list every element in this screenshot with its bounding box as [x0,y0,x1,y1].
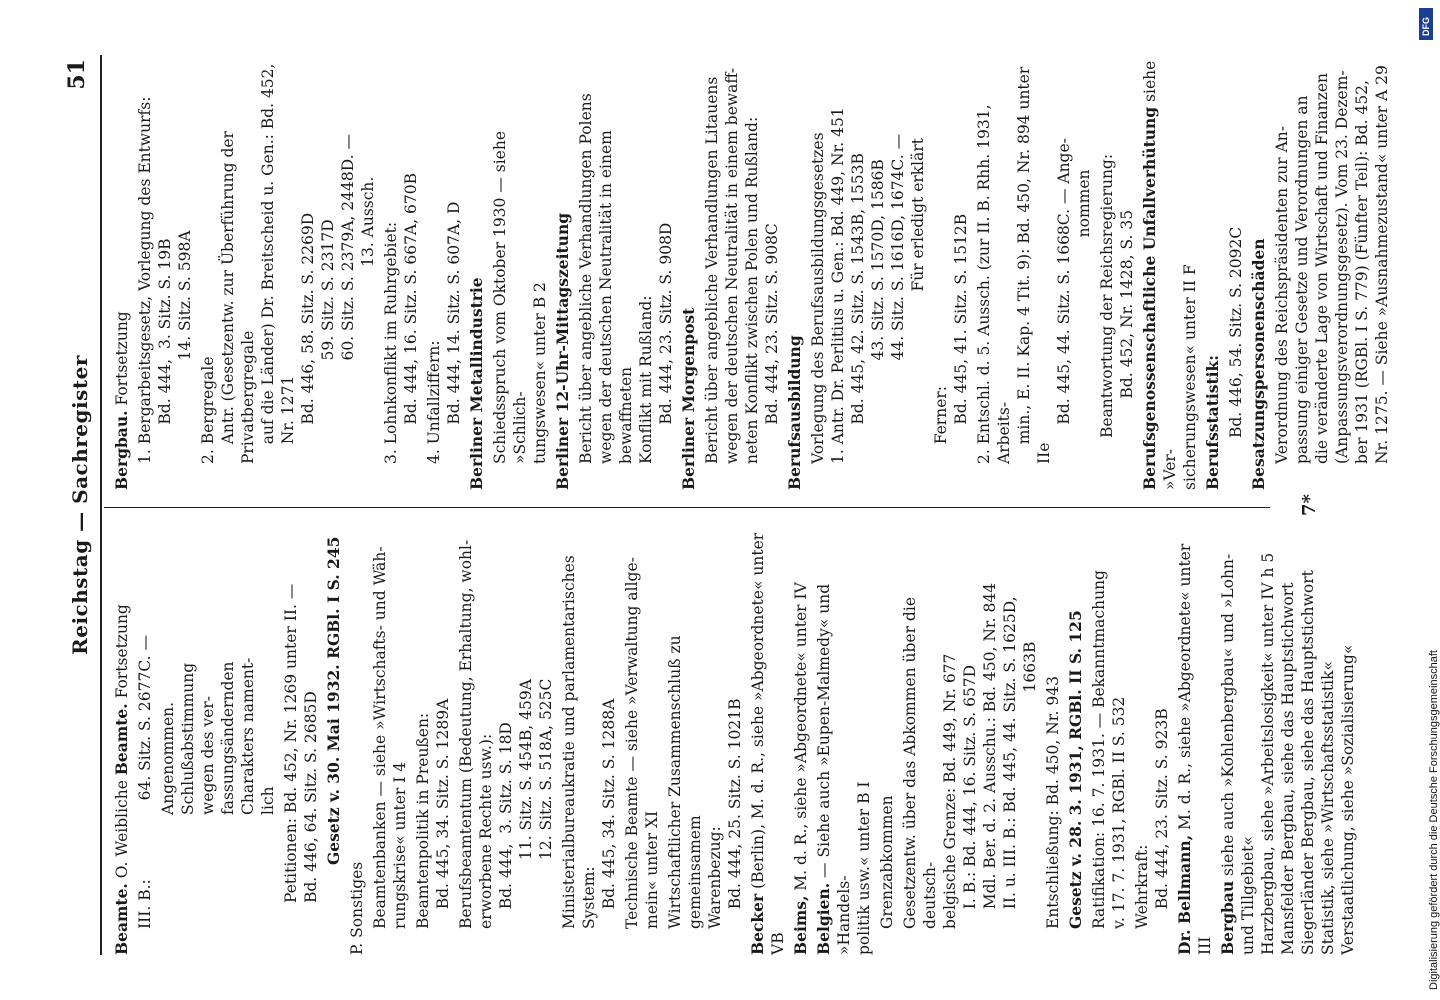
footer-signature: 7* [1299,494,1320,516]
index-entry: Berufsstatistik: [1203,354,1222,490]
entry-text: siehe »Ver- sicherungswesen« unter II F [1141,60,1199,490]
index-entry: Berliner 12-Uhr-Mittagszeitung [553,212,572,490]
index-entry: Schiedsspruch vom Oktober 1930 — siehe »Schlich- tungswesen« unter B 2 [491,131,549,464]
index-entry: Vorlegung des Berufsausbildungsgesetzes 1. Antr. Dr. Perlitius u. Gen.: Bd. 449, Nr. 451 Bd. 445, 42. Sitz. S. 1543B, 1553B 43. Sitz. S. 1570D, 1586B 44. Sitz. S. 1616D, 1674C. — Für erledigt erklärt [809,107,927,464]
index-entry: Berufsausbildung [785,335,804,490]
dfg-logo: DFG [1419,8,1433,40]
index-entry: Ferner: Bd. 445, 41. Sitz. S. 1512B [932,213,970,445]
index-entry: Ratifikation: 16. 7. 1931. — Bekanntmachung v. 17. 7. 1931, RGBl. II S. 532 [1090,570,1128,929]
entry-text: Beamte. [112,883,131,955]
page-header [60,55,100,955]
entry-text: Beims, [791,895,810,955]
index-entry: Gesetzentw. über das Abkommen über die deutsch- belgische Grenze: Bd. 449, Nr. 677 I. B.: Bd. 444, 16. Sitz. S. 657D Mdl. Ber. d. 2. Ausschu.: Bd. 450, Nr. 844 II. u. III. B.: Bd. 445, 44. Sitz. S. 1625D, 1663B [901,582,1039,929]
header-rule [100,55,102,955]
index-entry: Verordnung des Reichspräsidenten zur An- passung einiger Gesetze und Verordnungen an die veränderte Lage von Wirtschaft und Finanzen (Anpassungsverordnungsgesetz). Vom 23. Dezem- ber 1931 (RGBl. I S. 779) (Fünfter Teil): Bd. 452, Nr. 1275. — Siehe »Ausnahmezustand« unter A 29 [1273,65,1391,464]
index-entry: Gesetz v. 28. 3. 1931, RGBl. II S. 125 [1066,610,1085,929]
sidebar-credit [1400,0,1440,1000]
index-entry [748,525,788,955]
entry-text: Bergbau. [112,410,131,490]
page-title: Reichstag — Sachregister [68,355,92,655]
rotated-page [60,55,1390,955]
index-entry: P. Sonstiges [348,861,366,955]
index-entry: Beamtenbanken — siehe »Wirtschafts- und Wäh- rungskrise« unter I 4 [371,546,409,929]
index-entry: Berufsbeamtentum (Bedeutung, Erhaltung, wohl- erworbene Rechte usw.): Bd. 444, 3. Sitz. S. 18D 11. Sitz. S. 454B, 459A 12. Sitz. S. 518A, 525C [457,539,555,929]
index-entry [791,525,811,955]
index-entry: Wehrkraft: Bd. 444, 23. Sitz. S. 923B [1133,708,1171,929]
right-column [112,60,1395,490]
entry-text: Fortsetzung [113,604,131,704]
index-entry: Bericht über angebliche Verhandlungen Polens wegen der deutschen Neutralität in einem bewaffneten Konflikt mit Rußland: Bd. 444, 23. Sitz. S. 908D [577,93,675,464]
index-entry: Gesetz v. 30. Mai 1932. RGBl. I S. 245 [324,536,343,865]
index-entry: 4. Unfallziffern: Bd. 444, 14. Sitz. S. 607A, D [425,201,463,464]
index-entry: Angenommen. Schlußabstimmung wegen des ver- fassungsändernden Charakters nament- lich [159,657,277,815]
entry-text: Berufsgenossenschaftliche Unfallverhütung [1140,106,1159,490]
index-entry: Beamtenpolitik in Preußen: Bd. 445, 34. Sitz. S. 1289A [414,698,452,929]
index-entry: Berliner Metallindustrie [467,277,486,490]
left-column [112,525,1361,955]
entry-text: siehe auch »Kohlenbergbau« und »Lohn- und Tillgebiet« Harzbergbau, siehe »Arbeitslosigkeit« unter IV h 5 Mansfelder Bergbau, siehe das Hauptstichwort Siegerländer Bergbau, siehe das Hauptstichwort Statistik, siehe »Wirtschaftsstatistik« Verstaatlichung, siehe »Sozialisierung« [1219,552,1357,955]
index-entry: Bericht über angebliche Verhandlungen Litauens wegen der deutschen Neutralität in einem bewaff- neten Konflikt zwischen Polen und Rußland: Bd. 444, 23. Sitz. S. 908C [703,67,781,464]
entry-text: — Siehe auch »Eupen-Malmedy« und »Handels- politik usw.« unter B I [815,583,873,955]
page-number: 51 [64,59,90,90]
index-entry: Grenzabkommen [878,795,896,929]
index-entry: Bd. 446, 54. Sitz. S. 2092C [1227,226,1245,438]
index-entry: Besatzungspersonenschäden [1249,238,1268,490]
index-entry: 1. Bergarbeitsgesetz, Vorlegung des Entwurfs: Bd. 444, 3. Sitz. S. 19B 14. Sitz. S. 598A [136,96,194,464]
entry-text: Beamte. [112,703,131,776]
entry-text: Belgien. [814,882,833,955]
entry-text: Becker [748,893,767,955]
index-entry [1175,525,1215,955]
entry-text: (Berlin), M. d. R., siehe »Abgeordnete« unter VB [749,527,787,955]
entry-text: M. d. R., siehe »Abgeordnete« unter IV [792,582,810,896]
index-entry: Ministerialbureaukratie und parlamentarisches System: Bd. 445, 34. Sitz. S. 1288A [560,555,618,929]
index-entry [112,60,132,490]
index-entry: 3. Lohnkonflikt im Ruhrgebiet: Bd. 444, 16. Sitz. S. 667A, 670B [382,173,420,464]
index-entry: Beantwortung der Reichsregierung: Bd. 452, Nr. 1428, S. 35 [1098,153,1136,438]
index-entry: 2. Entschl. d. 5. Aussch. (zur II. B. Rhh. 1931, Arbeits- min., E. II. Kap. 4 Tit. 9): Bd. 450, Nr. 894 unter IIe Bd. 445, 44. Sitz. S. 1668C. — Ange- nommen [975,66,1093,464]
digitization-credit: Digitalisierung gefördert durch die Deutsche Forschungsgemeinschaft [1428,650,1440,990]
index-entry: Technische Beamte — siehe »Verwaltung allge- mein« unter XI [623,557,661,929]
column-divider [104,507,1270,508]
index-entry [112,525,132,955]
entry-text: Fortsetzung [113,311,131,411]
index-entry: Wirtschaftlicher Zusammenschluß zu gemeinsamem Warenbezug: Bd. 444, 25. Sitz. S. 1021B [666,635,744,929]
index-entry [814,525,874,955]
index-entry [1218,525,1358,955]
entry-text: Bergbau [1218,880,1237,955]
index-entry: III. B.: 64. Sitz. S. 2677C. — [136,634,154,929]
index-entry: Petitionen: Bd. 452, Nr. 1269 unter II. — Bd. 446, 64. Sitz. S. 2685D [282,583,320,903]
index-entry: Berliner Morgenpost [679,307,698,490]
entry-text: O. Weibliche [113,775,131,884]
entry-text: Dr. Bellmann, [1175,834,1194,955]
entry-text: M. d. R., siehe »Abgeordnete« unter III [1176,538,1214,955]
index-entry [1140,60,1200,490]
index-entry: Entschließung: Bd. 450, Nr. 943 [1044,676,1062,929]
index-entry: 2. Bergregale Antr. (Gesetzentw. zur Überführung der Privatbergregale auf die Länder) Dr. Breitscheid u. Gen.: Bd. 452, Nr. 1271 Bd. 446, 58. Sitz. S. 2269D 59. Sitz. S. 2317D 60. Sitz. S. 2379A, 2448D. — 13. Aussch. [199,63,377,464]
